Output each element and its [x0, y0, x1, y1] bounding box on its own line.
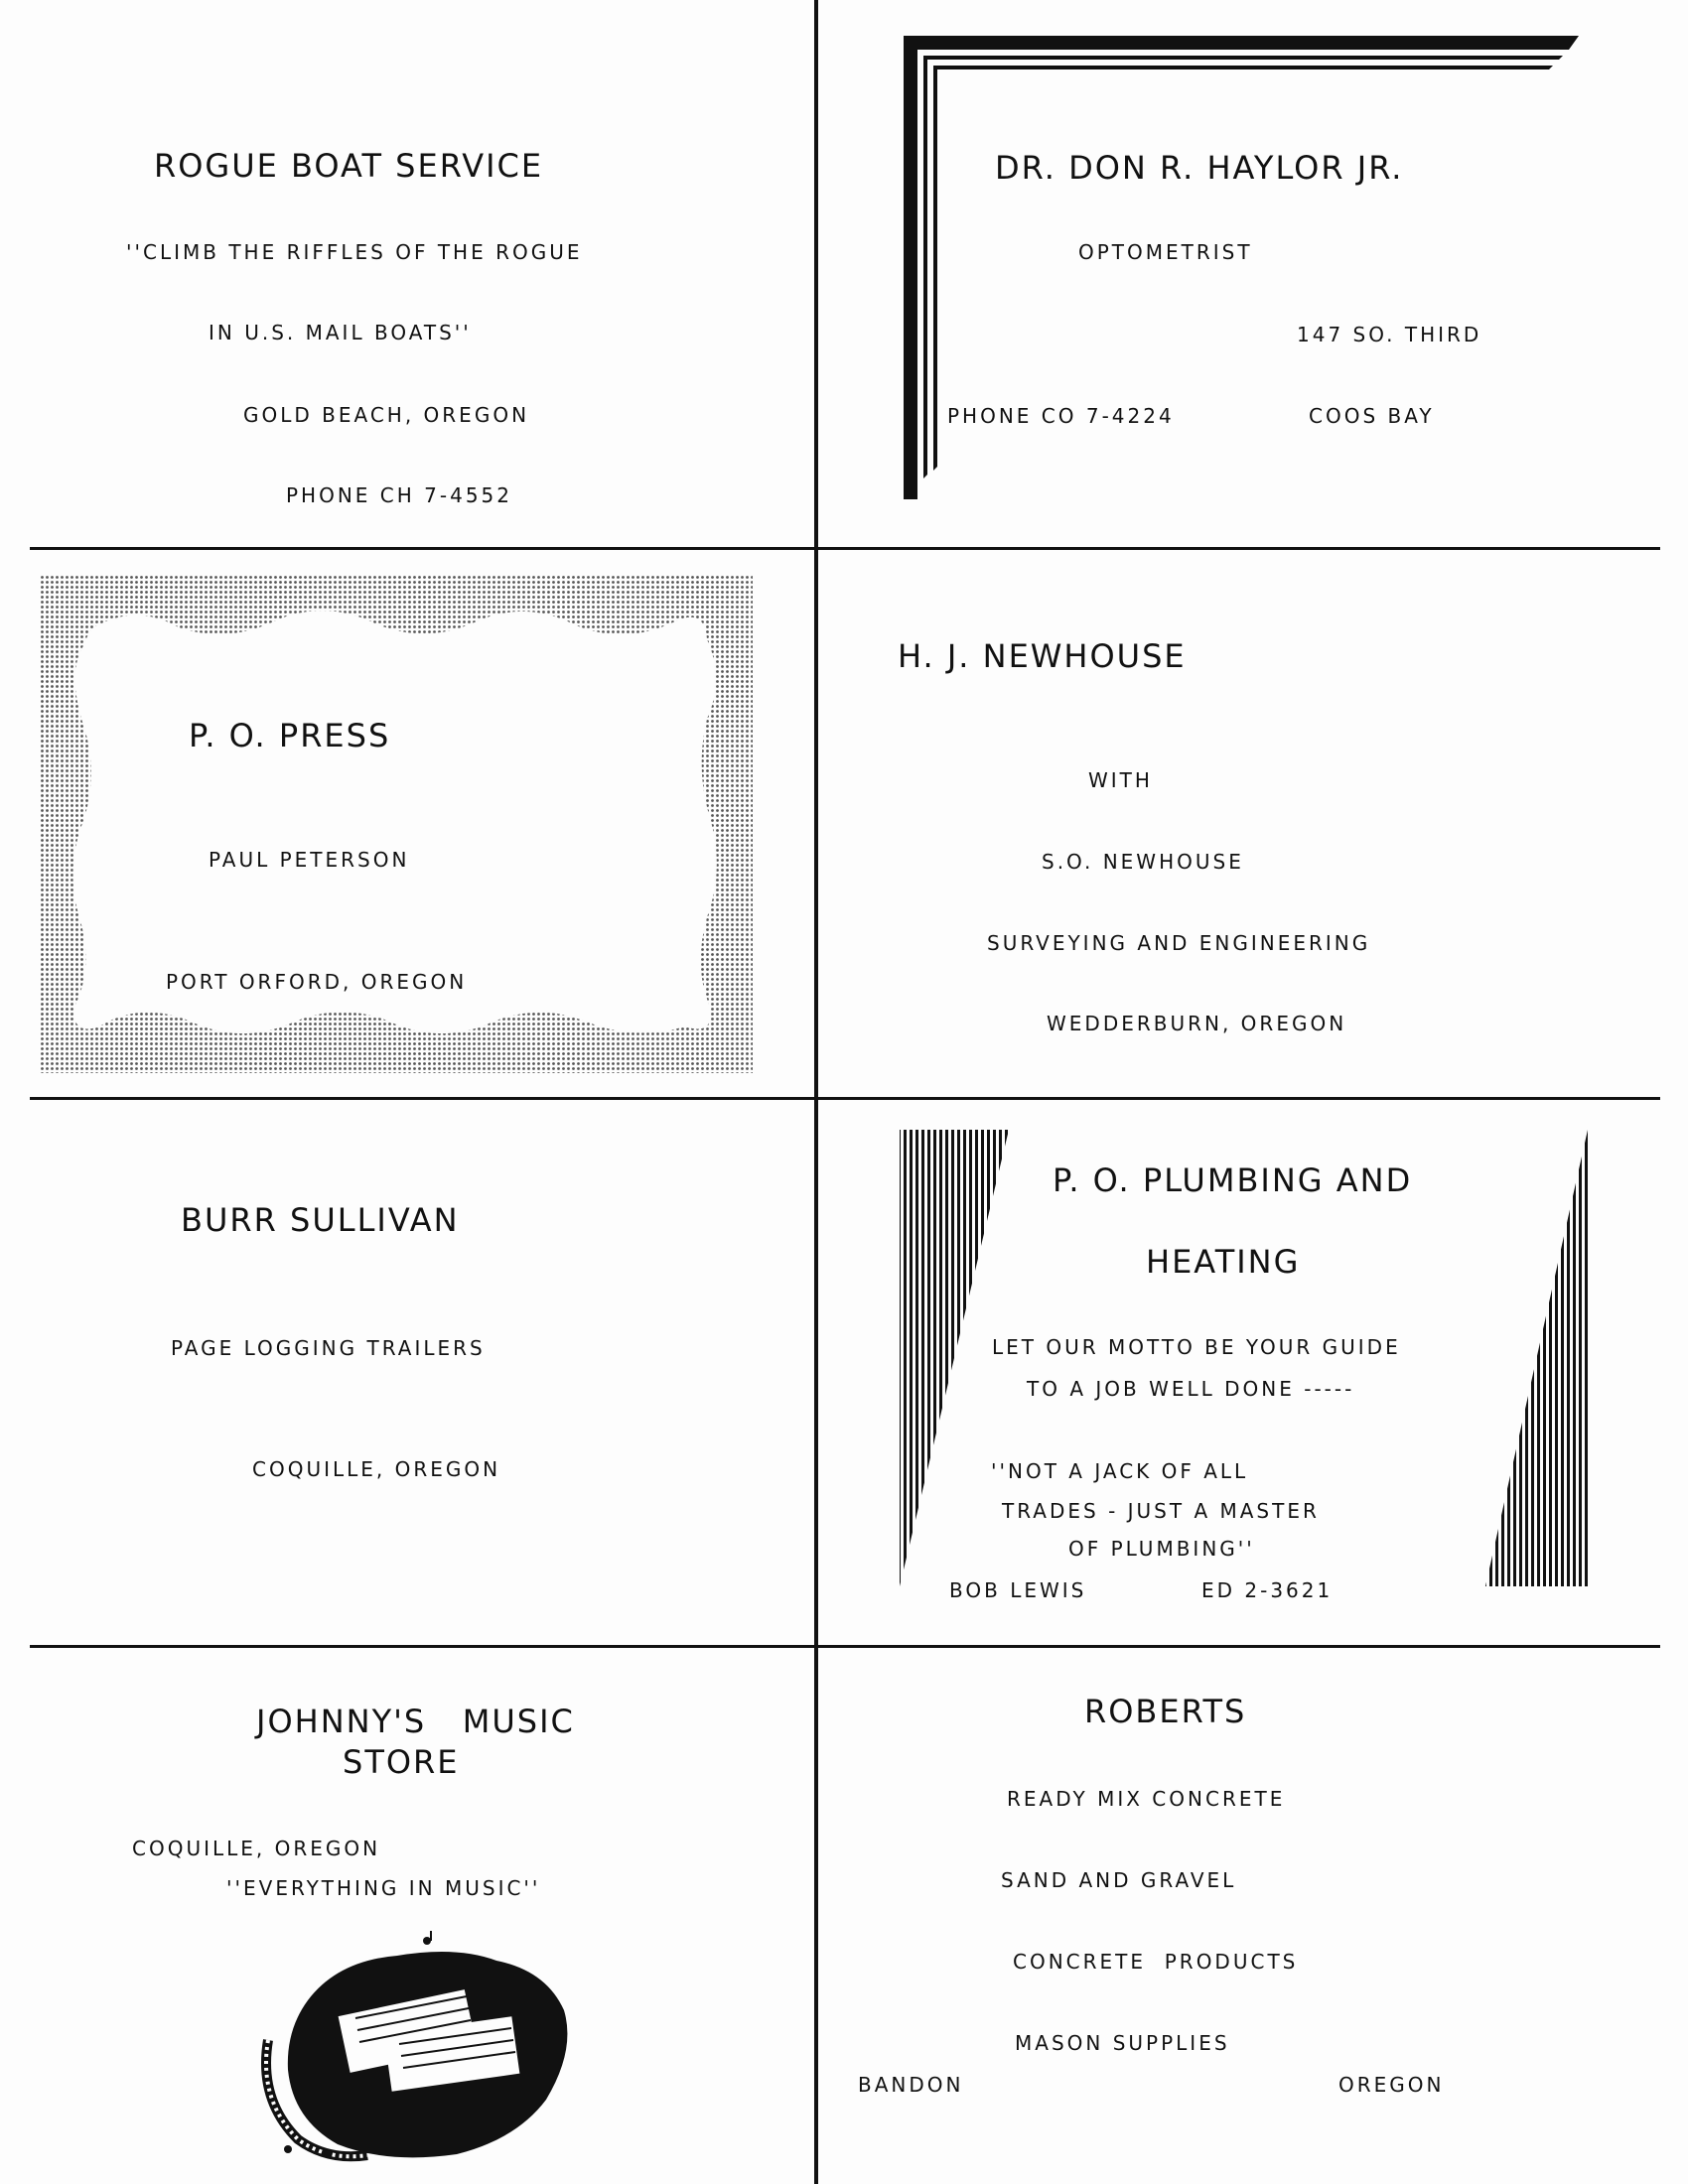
ad-city: GOLD BEACH, OREGON	[243, 403, 530, 427]
ad-title-line-2: HEATING	[1146, 1243, 1301, 1281]
ad-rogue-boat-service	[0, 0, 814, 547]
ad-title: ROBERTS	[1084, 1693, 1247, 1730]
piano-sheet-music-icon	[248, 1931, 586, 2169]
ad-profession: OPTOMETRIST	[1078, 240, 1253, 264]
ad-title-line-2: STORE	[343, 1743, 460, 1781]
ad-city: PORT ORFORD, OREGON	[166, 970, 468, 994]
ad-address: 147 SO. THIRD	[1297, 323, 1482, 346]
ad-newhouse	[818, 550, 1660, 1097]
ad-phone: PHONE CH 7-4552	[286, 483, 512, 507]
ad-po-press	[0, 550, 814, 1097]
ad-quote-line-1: ''NOT A JACK OF ALL	[991, 1459, 1249, 1483]
ad-title-line-1: JOHNNY'S MUSIC	[256, 1703, 575, 1740]
ad-item-3: CONCRETE PRODUCTS	[1013, 1950, 1299, 1974]
ad-burr-sullivan	[0, 1100, 814, 1645]
ad-item-2: SAND AND GRAVEL	[1001, 1868, 1237, 1892]
ad-haylor-optometrist	[818, 0, 1660, 547]
ad-phone: ED 2-3621	[1201, 1578, 1334, 1602]
ad-product: PAGE LOGGING TRAILERS	[171, 1336, 486, 1360]
ad-item-1: READY MIX CONCRETE	[1007, 1787, 1286, 1811]
ad-city: COQUILLE, OREGON	[132, 1837, 381, 1860]
ad-johnnys-music-store	[0, 1648, 814, 2184]
ad-po-plumbing	[818, 1100, 1660, 1645]
ad-title: BURR SULLIVAN	[181, 1201, 460, 1239]
ad-with: WITH	[1088, 768, 1153, 792]
ad-city: COOS BAY	[1309, 404, 1435, 428]
ad-item-4: MASON SUPPLIES	[1015, 2031, 1230, 2055]
ad-company: S.O. NEWHOUSE	[1042, 850, 1244, 874]
ad-title: P. O. PRESS	[189, 717, 391, 754]
ad-title-line-1: P. O. PLUMBING AND	[1053, 1161, 1413, 1199]
ad-motto-line-1: LET OUR MOTTO BE YOUR GUIDE	[992, 1335, 1401, 1359]
corner-frame-decoration	[818, 0, 1660, 547]
ad-quote-line-3: OF PLUMBING''	[1068, 1537, 1255, 1561]
dotted-border-frame	[0, 550, 814, 1097]
ad-title: H. J. NEWHOUSE	[898, 637, 1187, 675]
ad-city: BANDON	[858, 2073, 964, 2097]
ad-title: ROGUE BOAT SERVICE	[154, 147, 544, 185]
ad-slogan-line-2: IN U.S. MAIL BOATS''	[209, 321, 472, 344]
striped-corner-decoration-right	[1483, 1130, 1593, 1606]
ad-service: SURVEYING AND ENGINEERING	[987, 931, 1371, 955]
ad-owner: BOB LEWIS	[949, 1578, 1087, 1602]
ad-title: DR. DON R. HAYLOR JR.	[995, 149, 1404, 187]
ad-slogan: ''EVERYTHING IN MUSIC''	[226, 1876, 541, 1900]
ad-roberts	[818, 1648, 1660, 2184]
ad-slogan-line-1: ''CLIMB THE RIFFLES OF THE ROGUE	[126, 240, 583, 264]
ad-city: COQUILLE, OREGON	[252, 1457, 501, 1481]
ad-quote-line-2: TRADES - JUST A MASTER	[1002, 1499, 1320, 1523]
ad-state: OREGON	[1338, 2073, 1445, 2097]
ad-owner: PAUL PETERSON	[209, 848, 410, 872]
ad-city: WEDDERBURN, OREGON	[1047, 1012, 1347, 1035]
striped-corner-decoration-left	[898, 1130, 1017, 1606]
ad-phone: PHONE CO 7-4224	[947, 404, 1175, 428]
ad-motto-line-2: TO A JOB WELL DONE -----	[1027, 1377, 1355, 1401]
